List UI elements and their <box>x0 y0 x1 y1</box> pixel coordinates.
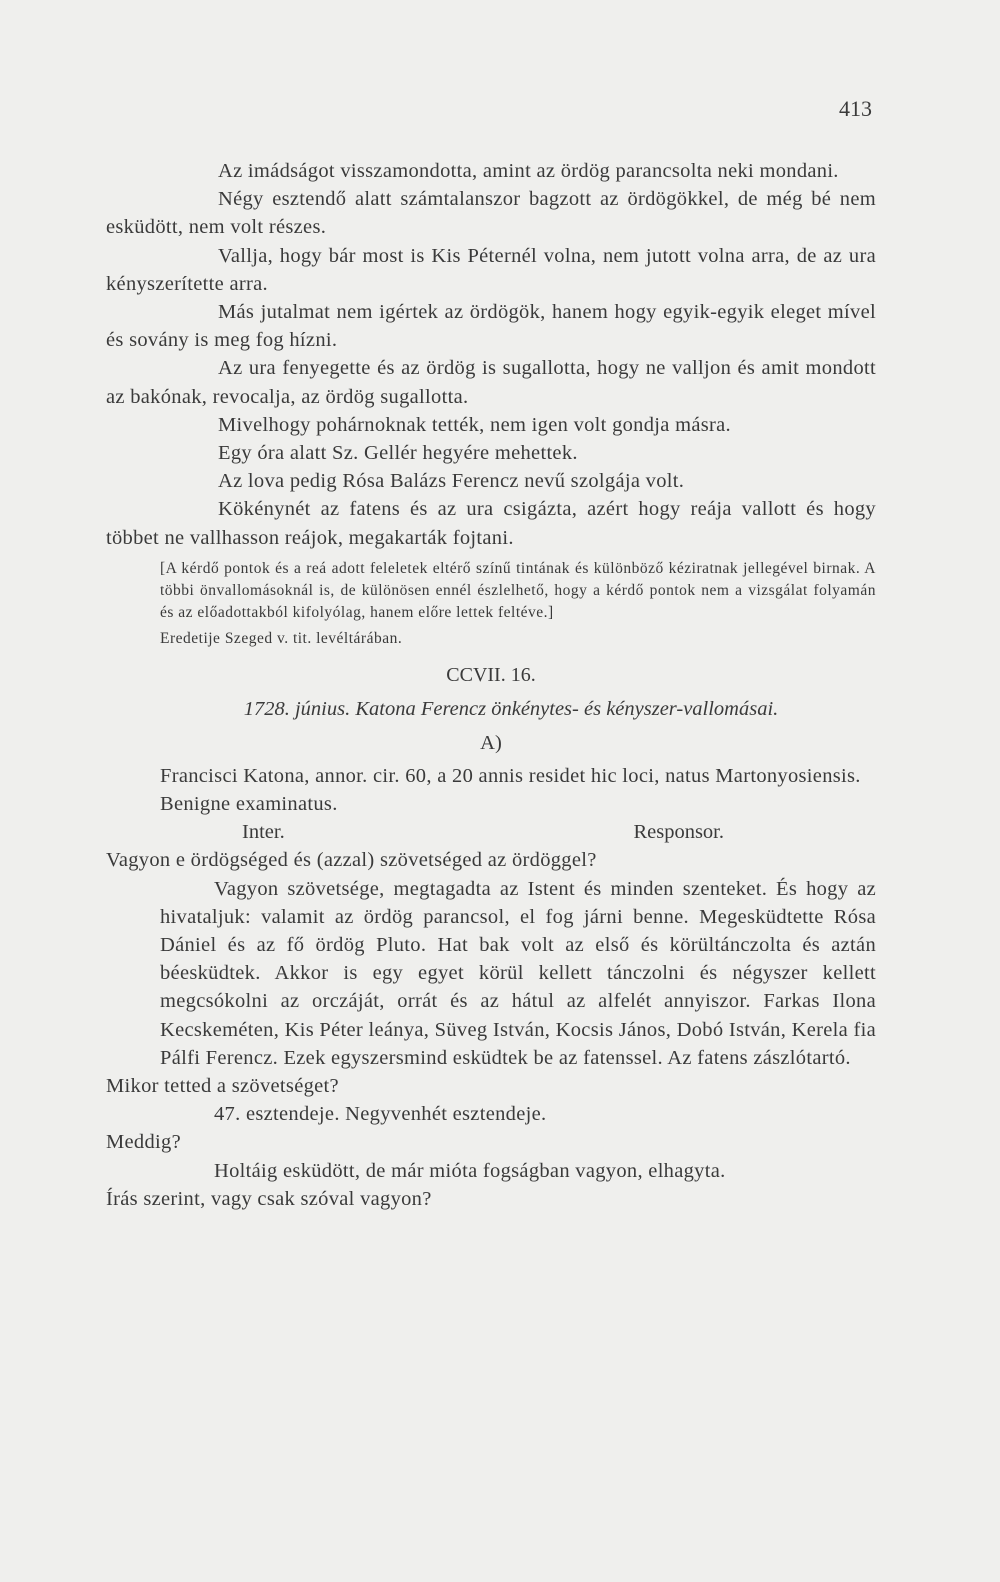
question-4: Írás szerint, vagy csak szóval vagyon? <box>106 1187 432 1210</box>
paragraph-3: Vallja, hogy bár most is Kis Péternél volna, nem jutott volna arra, de az ura kényszerítette arra. <box>106 244 876 295</box>
document-number: CCVII. 16. <box>446 663 536 686</box>
question-2: Mikor tetted a szövetséget? <box>106 1075 339 1098</box>
paragraph-9: Kökénynét az fatens és az ura csigázta, azért hogy reája vallott és hogy többet ne vallhasson reájok, megakarták fojtani. <box>106 498 876 549</box>
benigne-line: Benigne examinatus. <box>160 793 338 816</box>
paragraph-1: Az imádságot visszamondotta, amint az ördög parancsolta neki mondani. <box>218 160 839 182</box>
page-number: 413 <box>839 96 872 121</box>
responsoria-header: Responsor. <box>633 821 724 844</box>
document-title: 1728. június. Katona Ferencz önkénytes- és kényszer-vallomásai. <box>243 697 779 720</box>
source-note: Eredetije Szeged v. tit. levéltárában. <box>160 629 403 647</box>
interrogatorium-header: Inter. <box>242 821 285 844</box>
answer-3: Holtáig esküdött, de már mióta fogságban vagyon, elhagyta. <box>214 1159 726 1182</box>
question-1: Vagyon e ördögséged és (azzal) szövetséged az ördöggel? <box>106 849 597 872</box>
paragraph-4: Más jutalmat nem igértek az ördögök, hanem hogy egyik-egyik eleget mível és sovány is meg fog hízni. <box>106 301 876 352</box>
paragraph-8: Az lova pedig Rósa Balázs Ferencz nevű szolgája volt. <box>218 470 685 493</box>
paragraph-5: Az ura fenyegette és az ördög is sugallotta, hogy ne valljon és amit mondott az bakónak, revocalja, az ördög sugallotta. <box>106 357 876 408</box>
editorial-note: [A kérdő pontok és a reá adott feleletek eltérő színű tintának és különböző kéziratnak jellegével birnak. A többi önvallomásoknál is, de különösen ennél észlelhető, hogy a kérdő pontok nem a vizsgálat folyamán és az előadottakból kifolyólag, hanem előre lettek feltéve.] <box>160 559 876 621</box>
paragraph-6: Mivelhogy pohárnoknak tették, nem igen volt gondja másra. <box>218 413 731 436</box>
section-label: A) <box>480 731 502 754</box>
answer-2: 47. esztendeje. Negyvenhét esztendeje. <box>214 1103 547 1126</box>
page-body <box>106 157 876 1213</box>
column-headers <box>106 818 876 846</box>
intro-paragraph: Francisci Katona, annor. cir. 60, a 20 annis residet hic loci, natus Martonyosiensis. <box>160 764 861 787</box>
paragraph-2: Négy esztendő alatt számtalanszor bagzott az ördögökkel, de még bé nem esküdött, nem volt részes. <box>106 188 876 239</box>
answer-1: Vagyon szövetsége, megtagadta az Istent és minden szenteket. És hogy az hivataljuk: valamit az ördög parancsol, el fog járni benne. Megesküdtette Rósa Dániel és az fő ördög Pluto. Hat bak volt az első és körültánczolta és aztán béesküdtek. Akkor is egy egyet körül kellett tánczolni és négyszer kellett megcsókolni az orczáját, orrát és az hátul az alfelét annyiszor. Farkas Ilona Kecskeméten, Kis Péter leánya, Süveg István, Kocsis János, Dobó István, Kerela fia Pálfi Ferencz. Ezek egyszersmind esküdtek be az fatenssel. Az fatens zászlótartó. <box>160 877 876 1069</box>
question-3: Meddig? <box>106 1131 181 1154</box>
paragraph-7: Egy óra alatt Sz. Gellér hegyére mehettek. <box>218 442 578 465</box>
